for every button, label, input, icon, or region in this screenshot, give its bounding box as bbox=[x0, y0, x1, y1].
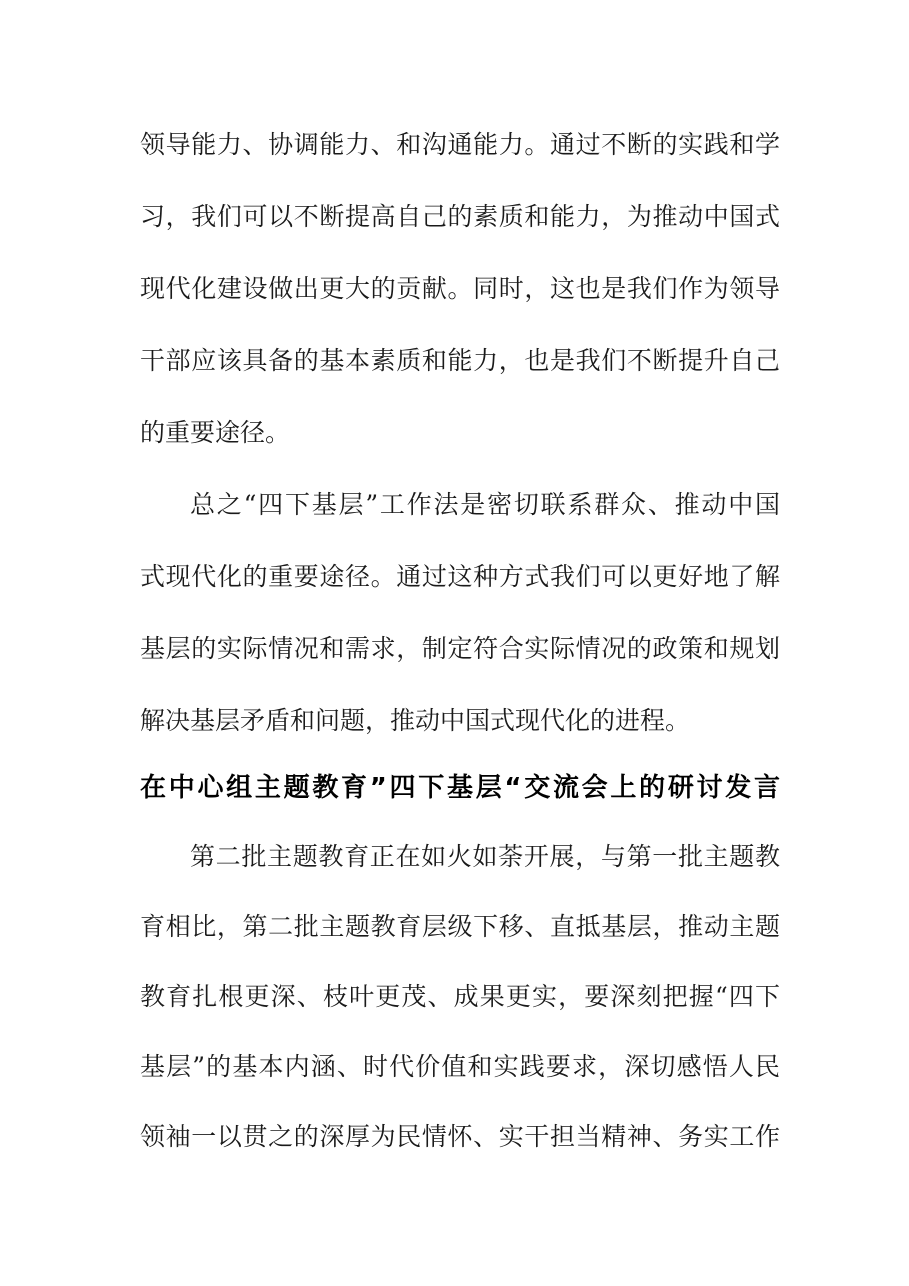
paragraph-1-line-2: 习，我们可以不断提高自己的素质和能力，为推动中国式 bbox=[140, 202, 780, 231]
paragraph-3-line-3: 教育扎根更深、枝叶更茂、成果更实，要深刻把握“四下 bbox=[140, 982, 780, 1011]
paragraph-1-line-5: 的重要途径。 bbox=[140, 418, 291, 447]
paragraph-2-line-1: 总之“四下基层”工作法是密切联系群众、推动中国 bbox=[190, 490, 780, 519]
paragraph-1-line-4: 干部应该具备的基本素质和能力，也是我们不断提升自己 bbox=[140, 346, 780, 375]
section-heading: 在中心组主题教育”四下基层“交流会上的研讨发言 bbox=[140, 773, 780, 803]
paragraph-2-line-3: 基层的实际情况和需求，制定符合实际情况的政策和规划 bbox=[140, 634, 780, 663]
paragraph-3-line-2: 育相比，第二批主题教育层级下移、直抵基层，推动主题 bbox=[140, 912, 780, 941]
paragraph-2-line-4: 解决基层矛盾和问题，推动中国式现代化的进程。 bbox=[140, 706, 691, 735]
paragraph-1-line-3: 现代化建设做出更大的贡献。同时，这也是我们作为领导 bbox=[140, 274, 780, 303]
paragraph-3-line-5: 领袖一以贯之的深厚为民情怀、实干担当精神、务实工作 bbox=[140, 1122, 780, 1151]
paragraph-3-line-1: 第二批主题教育正在如火如荼开展，与第一批主题教 bbox=[190, 842, 780, 871]
paragraph-1-line-1: 领导能力、协调能力、和沟通能力。通过不断的实践和学 bbox=[140, 130, 780, 159]
paragraph-3-line-4: 基层”的基本内涵、时代价值和实践要求，深切感悟人民 bbox=[140, 1052, 780, 1081]
paragraph-2-line-2: 式现代化的重要途径。通过这种方式我们可以更好地了解 bbox=[140, 562, 780, 591]
